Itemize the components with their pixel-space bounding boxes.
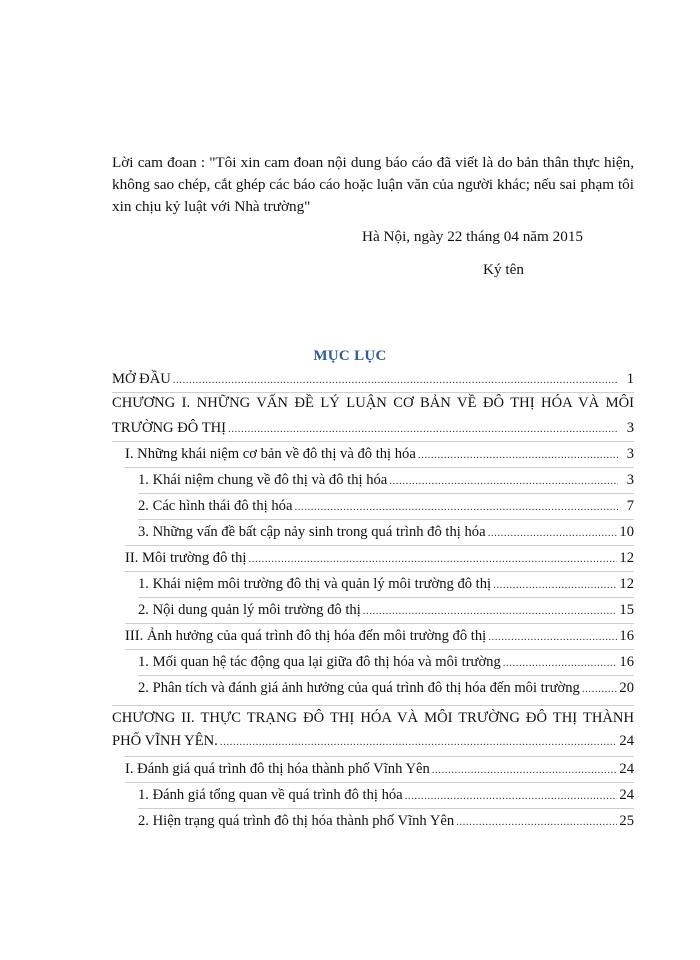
toc-entry-page: 16 — [619, 628, 634, 644]
divider — [125, 571, 634, 572]
divider — [125, 782, 634, 783]
divider — [138, 519, 634, 520]
toc-entry[interactable] — [138, 787, 634, 807]
declaration-line: không sao chép, cắt ghép các báo cáo hoặc luận văn của người khác; nếu sai phạm tôi — [112, 176, 634, 193]
divider — [125, 623, 634, 624]
toc-leader-dots — [418, 449, 618, 461]
toc-entry[interactable] — [112, 733, 634, 753]
toc-entry-page: 15 — [619, 602, 634, 618]
toc-entry-text: TRƯỜNG ĐÔ THỊ — [112, 420, 227, 436]
toc-entry[interactable] — [138, 654, 634, 674]
toc-entry-text: II. Môi trường đô thị — [125, 550, 247, 566]
toc-leader-dots — [582, 683, 618, 695]
divider — [125, 545, 634, 546]
toc-entry[interactable] — [112, 420, 634, 440]
divider — [112, 392, 634, 393]
toc-entry-text: III. Ảnh hưởng của quá trình đô thị hóa đến môi trường đô thị — [125, 628, 487, 644]
toc-entry-text: 1. Khái niệm môi trường đô thị và quản lý môi trường đô thị — [138, 576, 492, 592]
toc-entry[interactable] — [125, 446, 634, 466]
declaration-line: xin chịu kỷ luật với Nhà trường" — [112, 198, 311, 215]
toc-entry-text: 1. Mối quan hệ tác động qua lại giữa đô thị hóa và môi trường — [138, 654, 501, 670]
toc-entry[interactable] — [125, 628, 634, 648]
toc-leader-dots — [493, 579, 617, 591]
toc-leader-dots — [432, 764, 618, 776]
toc-leader-dots — [228, 423, 618, 435]
divider — [125, 756, 634, 757]
toc-entry[interactable] — [138, 602, 634, 622]
toc-entry-page: 1 — [626, 371, 634, 387]
divider — [138, 675, 634, 676]
toc-leader-dots — [456, 816, 617, 828]
divider — [138, 597, 634, 598]
toc-leader-dots — [173, 374, 618, 386]
toc-entry-page: 7 — [626, 498, 634, 514]
divider — [112, 705, 634, 706]
toc-entry-page: 24 — [619, 787, 634, 803]
divider — [125, 649, 634, 650]
toc-entry-text: I. Những khái niệm cơ bản về đô thị và đô thị hóa — [125, 446, 416, 462]
toc-entry[interactable] — [138, 524, 634, 544]
toc-entry-page: 16 — [619, 654, 634, 670]
toc-entry-text: 2. Phân tích và đánh giá ảnh hưởng của quá trình đô thị hóa đến môi trường — [138, 680, 580, 696]
toc-leader-dots — [503, 657, 618, 669]
toc-leader-dots — [220, 736, 618, 748]
place-date: Hà Nội, ngày 22 tháng 04 năm 2015 — [362, 228, 584, 245]
toc-entry-text: PHỐ VĨNH YÊN. — [112, 733, 218, 749]
signature-label: Ký tên — [483, 261, 524, 278]
toc-leader-dots — [405, 790, 618, 802]
toc-entry-text: 2. Các hình thái đô thị hóa — [138, 498, 293, 514]
toc-entry-page: 10 — [619, 524, 634, 540]
toc-entry[interactable] — [138, 680, 634, 700]
toc-leader-dots — [363, 605, 618, 617]
toc-entry-page: 3 — [626, 420, 634, 436]
toc-title: MỤC LỤC — [313, 348, 387, 364]
toc-entry-page: 24 — [619, 761, 634, 777]
toc-leader-dots — [248, 553, 617, 565]
toc-entry-page: 12 — [619, 550, 634, 566]
toc-entry-text: 3. Những vấn đề bất cập nảy sinh trong quá trình đô thị hóa — [138, 524, 486, 540]
toc-leader-dots — [488, 631, 617, 643]
toc-entry-text: 2. Hiện trạng quá trình đô thị hóa thành phố Vĩnh Yên — [138, 813, 455, 829]
toc-entry-text: 1. Đánh giá tổng quan về quá trình đô thị hóa — [138, 787, 403, 803]
toc-entry-text: I. Đánh giá quá trình đô thị hóa thành phố Vĩnh Yên — [125, 761, 430, 777]
toc-entry-text: 1. Khái niệm chung về đô thị và đô thị hóa — [138, 472, 388, 488]
divider — [138, 493, 634, 494]
toc-chapter-heading: CHƯƠNG I. NHỮNG VẤN ĐỀ LÝ LUẬN CƠ BẢN VỀ ĐÔ THỊ HÓA VÀ MÔI — [112, 395, 634, 411]
toc-entry-text: MỞ ĐẦU — [112, 371, 171, 387]
toc-entry[interactable] — [138, 576, 634, 596]
toc-entry-page: 20 — [619, 680, 634, 696]
divider — [112, 441, 634, 442]
toc-leader-dots — [488, 527, 618, 539]
toc-entry[interactable] — [138, 813, 634, 833]
toc-leader-dots — [389, 475, 618, 487]
toc-entry-page: 25 — [619, 813, 634, 829]
toc-entry-page: 3 — [626, 446, 634, 462]
toc-chapter-heading: CHƯƠNG II. THỰC TRẠNG ĐÔ THỊ HÓA VÀ MÔI TRƯỜNG ĐÔ THỊ THÀNH — [112, 710, 634, 726]
toc-entry[interactable] — [138, 472, 634, 492]
toc-entry-page: 12 — [619, 576, 634, 592]
toc-entry[interactable] — [112, 371, 634, 391]
toc-entry[interactable] — [125, 761, 634, 781]
toc-entry-page: 24 — [619, 733, 634, 749]
toc-entry-text: 2. Nội dung quản lý môi trường đô thị — [138, 602, 361, 618]
toc-leader-dots — [294, 501, 618, 513]
divider — [125, 467, 634, 468]
divider — [138, 808, 634, 809]
toc-entry[interactable] — [125, 550, 634, 570]
toc-entry-page: 3 — [626, 472, 634, 488]
toc-entry[interactable] — [138, 498, 634, 518]
declaration-line: Lời cam đoan : "Tôi xin cam đoan nội dung báo cáo đã viết là do bản thân thực hiện, — [112, 154, 634, 171]
declaration-paragraph — [112, 152, 634, 218]
